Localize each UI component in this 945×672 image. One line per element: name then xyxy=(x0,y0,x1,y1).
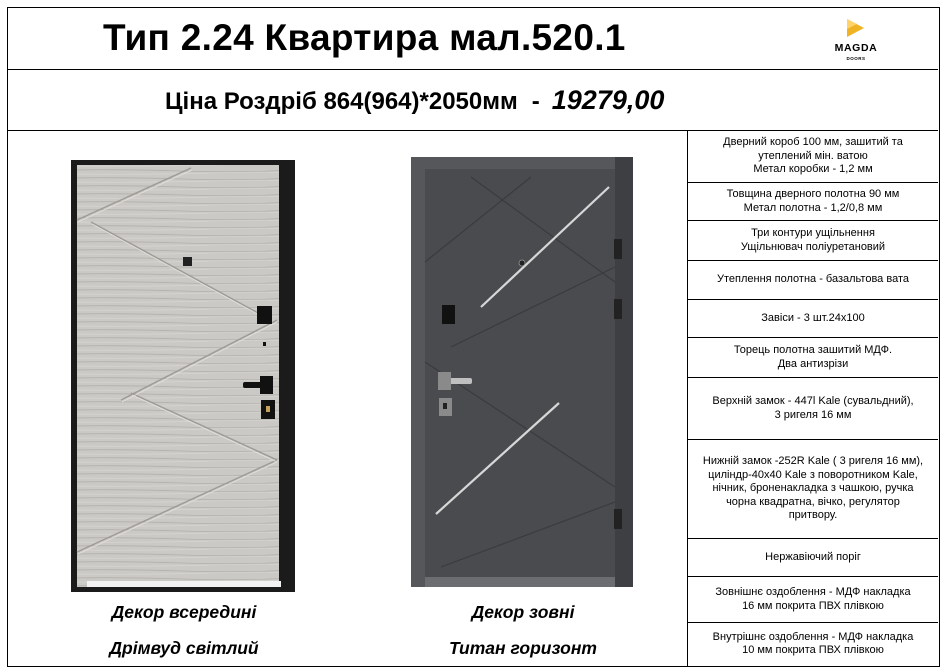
spec-text: Завіси - 3 шт.24х100 xyxy=(761,311,865,324)
spec-text: Товщина дверного полотна 90 мм xyxy=(726,188,900,200)
spec-row xyxy=(688,261,938,300)
brand-logo xyxy=(826,16,886,66)
outside-caption: Декор зовні xyxy=(471,602,575,622)
spec-text: Метал полотна - 1,2/0,8 мм xyxy=(743,201,883,214)
spec-row xyxy=(688,338,938,378)
spec-text: циліндр-40х40 Kale з поворотником Kale, xyxy=(708,468,918,481)
logo-subtext: DOORS xyxy=(846,56,866,61)
spec-text: Три контури ущільнення xyxy=(751,227,875,239)
product-sheet xyxy=(7,7,940,667)
spec-text: чорна квадратна, вічко, регулятор xyxy=(726,495,900,508)
spec-row xyxy=(688,539,938,577)
spec-text: Нижній замок -252R Kale ( 3 ригеля 16 мм), xyxy=(702,455,924,468)
spec-text: Дверний короб 100 мм, зашитий та xyxy=(723,136,903,149)
spec-text: Верхній замок - 447l Kale (сувальдний), xyxy=(712,395,914,407)
spec-row xyxy=(688,300,938,338)
spec-text: 16 мм покрита ПВХ плівкою xyxy=(742,599,884,612)
price-label: Ціна Роздріб 864(964)*2050мм xyxy=(165,88,518,115)
page-title: Тип 2.24 Квартира мал.520.1 xyxy=(103,17,626,58)
spec-table xyxy=(687,131,939,666)
spec-text: Два антизрізи xyxy=(777,357,849,370)
spec-text: 10 мм покрита ПВХ плівкою xyxy=(742,644,884,656)
spec-row xyxy=(688,440,938,539)
spec-text: Нержавіючий поріг xyxy=(765,550,861,563)
door-inside-image xyxy=(71,160,295,597)
outside-finish: Титан горизонт xyxy=(449,638,597,658)
logo-text: MAGDA xyxy=(834,42,878,54)
inside-caption: Декор всередині xyxy=(111,602,257,622)
logo-arrow-icon xyxy=(826,16,886,42)
spec-text: нічник, броненакладка з чашкою, ручка xyxy=(712,482,914,495)
door-outside-image xyxy=(411,157,633,592)
price-value: 19279,00 xyxy=(551,85,665,115)
spec-row xyxy=(688,131,938,183)
spec-text: 3 ригеля 16 мм xyxy=(774,408,852,421)
title-row xyxy=(8,8,938,70)
price-row xyxy=(8,70,938,131)
price-separator: - xyxy=(531,88,540,115)
spec-text: Метал коробки - 1,2 мм xyxy=(753,163,873,176)
spec-row xyxy=(688,623,938,665)
spec-text: Утеплення полотна - базальтова вата xyxy=(717,273,909,286)
inside-finish: Дрімвуд світлий xyxy=(109,638,259,658)
spec-row xyxy=(688,378,938,440)
spec-text: Зовнішнє оздоблення - МДФ накладка xyxy=(715,586,911,598)
spec-text: Внутрішнє оздоблення - МДФ накладка xyxy=(712,630,914,643)
spec-text: Ущільнювач поліуретановий xyxy=(740,240,886,253)
spec-text: Торець полотна зашитий МДФ. xyxy=(733,344,893,356)
spec-row xyxy=(688,577,938,623)
price-line xyxy=(165,85,664,116)
spec-row xyxy=(688,183,938,221)
spec-row xyxy=(688,221,938,261)
spec-text: утеплений мін. ватою xyxy=(758,149,868,162)
spec-text: притвору. xyxy=(788,509,838,522)
